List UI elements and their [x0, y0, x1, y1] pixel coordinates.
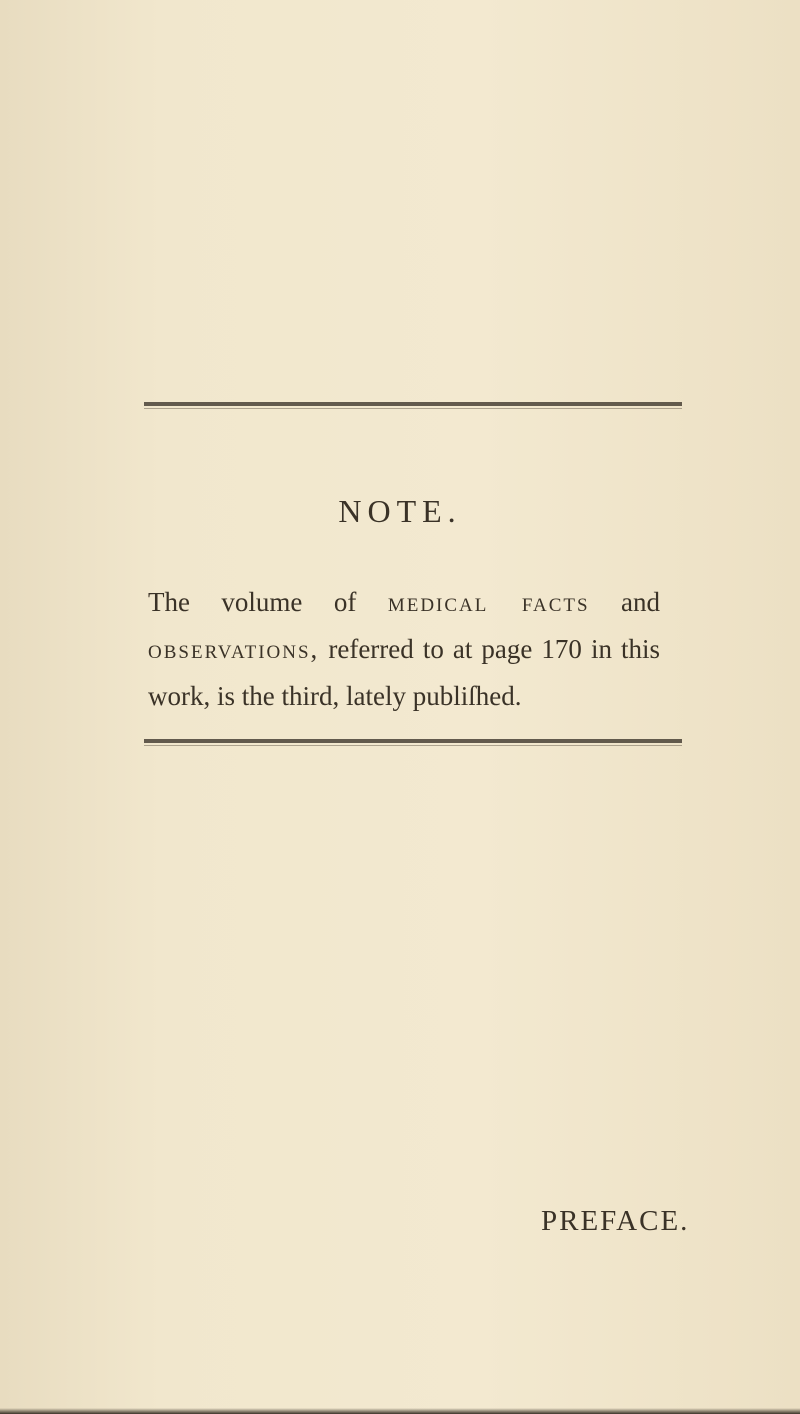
catchword: PREFACE.	[541, 1205, 690, 1237]
bottom-rule	[144, 739, 682, 743]
note-text	[148, 579, 660, 720]
note-intro: The volume of	[148, 587, 357, 617]
note-rest: referred to at page 170 in this work, is the third, lately publiſhed.	[148, 634, 660, 711]
page-edge-shadow	[0, 1408, 800, 1414]
top-rule	[144, 402, 682, 406]
note-heading: NOTE.	[338, 493, 462, 529]
book-title-part-1: medical facts	[387, 587, 590, 617]
note-conjunction: and	[621, 587, 660, 617]
book-title-part-2: observations,	[148, 634, 320, 664]
